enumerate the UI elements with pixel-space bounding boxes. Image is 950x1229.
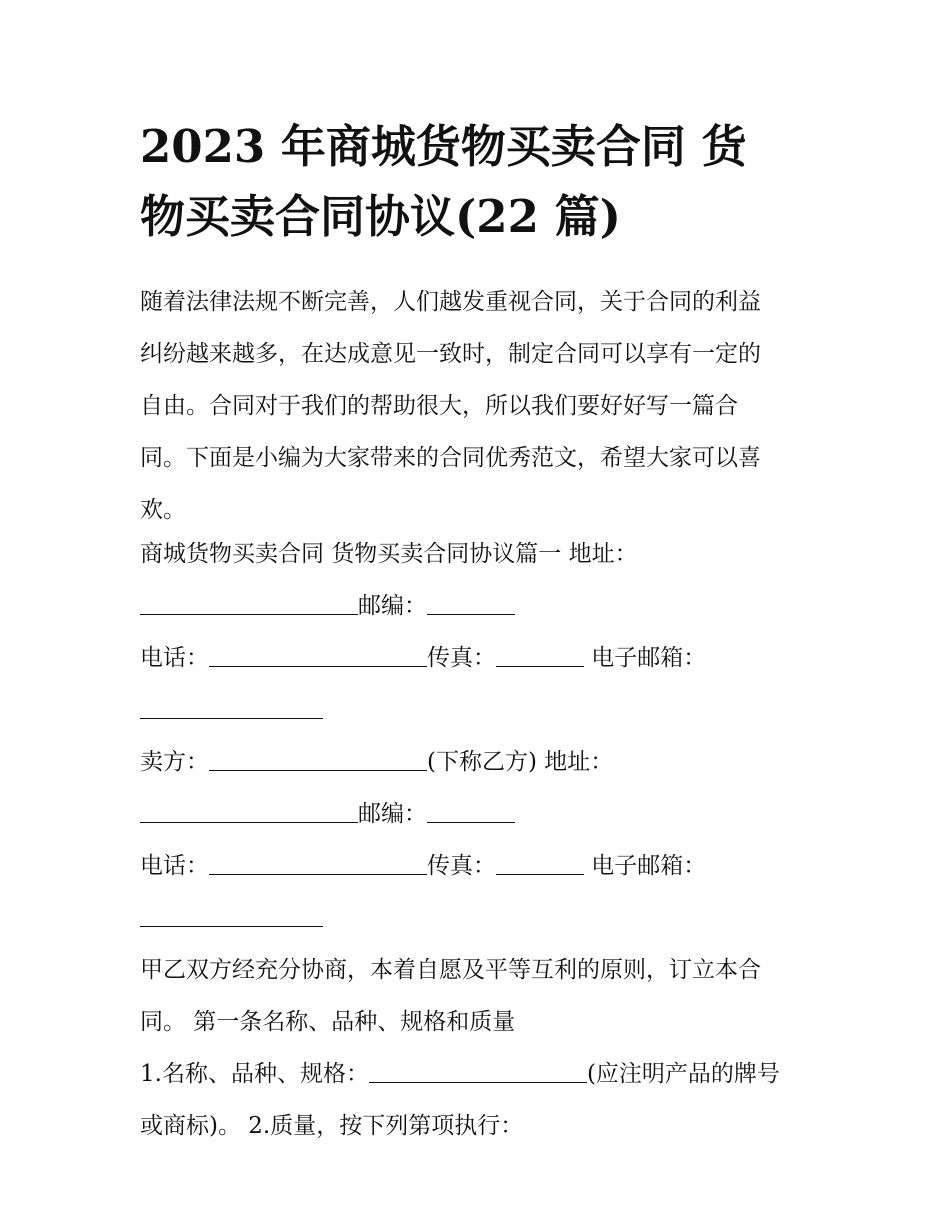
buyer-phone-blank[interactable] <box>209 640 427 667</box>
buyer-postcode-label: 邮编： <box>358 593 427 619</box>
seller-name-blank[interactable] <box>209 744 427 771</box>
item2-line: 或商标)。 2.质量，按下列第项执行： <box>140 1113 524 1139</box>
intro-paragraph <box>140 276 820 536</box>
seller-label: 卖方： <box>140 749 209 775</box>
seller-postcode-label: 邮编： <box>358 801 427 827</box>
buyer-address-blank[interactable] <box>140 588 358 615</box>
seller-fax-label: 传真： <box>427 853 496 879</box>
seller-address-line <box>140 788 820 840</box>
buyer-phone-label: 电话： <box>140 645 209 671</box>
seller-email-blank[interactable] <box>140 900 323 927</box>
intro-line-3: 自由。合同对于我们的帮助很大，所以我们要好好写一篇合 <box>140 393 738 419</box>
item1-note: (应注明产品的牌号 <box>586 1061 780 1087</box>
agreement-line-1: 甲乙双方经充分协商，本着自愿及平等互利的原则，订立本合 <box>140 957 761 983</box>
buyer-contact-line <box>140 632 820 684</box>
buyer-email-label: 电子邮箱： <box>584 645 707 671</box>
seller-address-blank[interactable] <box>140 796 358 823</box>
intro-line-2: 纠纷越来越多，在达成意见一致时，制定合同可以享有一定的 <box>140 341 761 367</box>
item1-blank[interactable] <box>369 1056 587 1083</box>
seller-email-line <box>140 892 820 944</box>
seller-phone-blank[interactable] <box>209 848 427 875</box>
seller-fax-blank[interactable] <box>496 848 584 875</box>
buyer-email-line <box>140 684 820 736</box>
buyer-email-blank[interactable] <box>140 692 323 719</box>
seller-email-label: 电子邮箱： <box>584 853 707 879</box>
intro-line-1: 随着法律法规不断完善，人们越发重视合同，关于合同的利益 <box>140 289 761 315</box>
buyer-postcode-blank[interactable] <box>427 588 515 615</box>
seller-phone-label: 电话： <box>140 853 209 879</box>
item1-line <box>140 1048 820 1100</box>
seller-postcode-blank[interactable] <box>427 796 515 823</box>
agreement-line-2: 同。 第一条名称、品种、规格和质量 <box>140 1009 516 1035</box>
intro-line-5: 欢。 <box>140 497 186 523</box>
title-line-1: 2023 年商城货物买卖合同 货 <box>140 120 747 173</box>
item1-label: 1.名称、品种、规格： <box>140 1061 369 1087</box>
buyer-fax-blank[interactable] <box>496 640 584 667</box>
contract-form-section <box>140 528 820 1152</box>
intro-line-4: 同。下面是小编为大家带来的合同优秀范文，希望大家可以喜 <box>140 445 761 471</box>
seller-contact-line <box>140 840 820 892</box>
buyer-fax-label: 传真： <box>427 645 496 671</box>
document-title <box>140 112 820 252</box>
buyer-address-line <box>140 580 820 632</box>
seller-alias: (下称乙方) 地址： <box>427 749 614 775</box>
seller-line <box>140 736 820 788</box>
title-line-2: 物买卖合同协议(22 篇) <box>140 190 621 243</box>
section-heading: 商城货物买卖合同 货物买卖合同协议篇一 地址： <box>140 541 638 567</box>
